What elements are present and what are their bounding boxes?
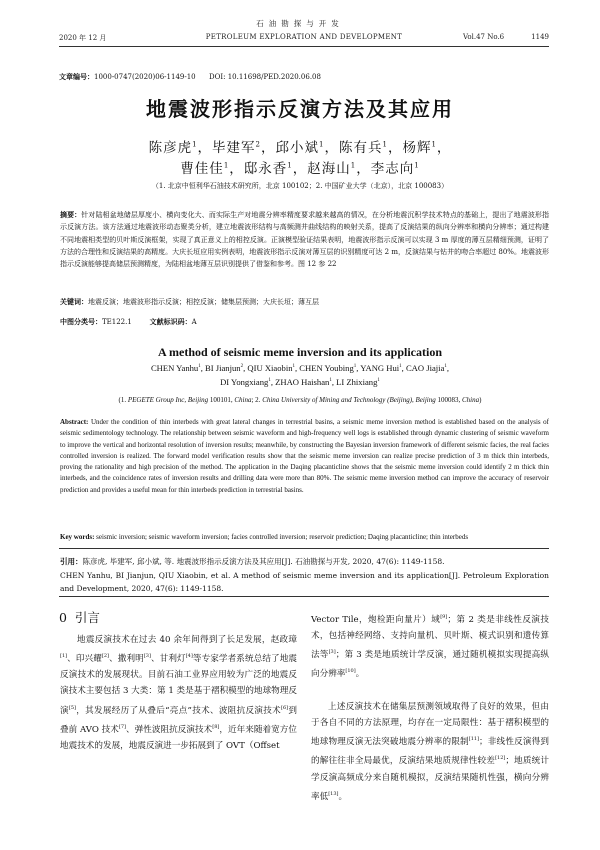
author-cn: 赵海山 <box>307 161 351 177</box>
reference-mark: [1] <box>60 653 68 660</box>
journal-name-cn: 石油勘探与开发 <box>256 19 344 28</box>
article-number: 1000-0747(2020)06-1149-10 <box>94 73 196 81</box>
affiliation-mark: 1 <box>350 161 357 170</box>
doc-code-label: 文献标识码： <box>149 317 192 326</box>
keywords-en-label: Key words: <box>60 533 95 541</box>
reference-mark: [8] <box>212 723 220 730</box>
body-text: ，其发展经历了从叠后“亮点”技术、波阻抗反演技术 <box>75 705 281 716</box>
author-cn: 曹佳佳 <box>180 161 224 177</box>
author-en: YANG Hui <box>360 363 400 373</box>
body-right-paragraph-1 <box>311 609 549 682</box>
aff-text: 100101, <box>208 396 235 404</box>
body-text: 地震反演技术在过去 40 余年间得到了长足发展，赵政璋 <box>77 635 297 645</box>
author-en: QIU Xiaobin <box>247 363 293 373</box>
reference-mark: [7] <box>118 723 126 730</box>
author-en: BI Jianjun <box>205 363 241 373</box>
citation <box>60 555 549 596</box>
volume-issue: Vol.47 No.6 <box>463 33 505 41</box>
reference-mark: [3] <box>143 653 151 660</box>
affiliation-mark: 1 <box>414 161 420 170</box>
author-en: ZHAO Haishan <box>275 377 330 387</box>
citation-rule-top <box>59 548 549 549</box>
abstract-en <box>60 417 549 496</box>
affiliation-mark: 2 <box>240 364 244 370</box>
body-left-column <box>60 632 297 754</box>
abstract-cn-label: 摘要： <box>60 210 82 219</box>
keywords-en-text: seismic inversion; seismic waveform inversion; facies controlled inversion; reservoir prediction; Daqing placanticline; thin interbeds <box>96 533 469 541</box>
reference-mark: [5] <box>68 704 76 711</box>
aff-org: China University of Mining and Technology (Beijing), Beijing <box>262 396 436 404</box>
reference-mark: [11] <box>468 736 480 743</box>
affiliation-mark: 1 <box>268 378 271 384</box>
author-en: CHEN Yanhu <box>150 363 199 373</box>
author-en: CAO Jiajia <box>405 363 445 373</box>
affiliation-mark: 1 <box>399 364 402 370</box>
keywords-cn-label: 关键词： <box>60 297 88 306</box>
aff-org: PEGETE Group Inc, Beijing <box>127 396 209 404</box>
affiliation-mark: 2 <box>255 140 262 149</box>
reference-mark: [4] <box>185 653 193 660</box>
body-text: ；第 3 类是地质统计学反演，通过随机模拟实现提高纵向分辨率 <box>311 650 549 680</box>
citation-cn: 陈彦虎, 毕建军, 邱小斌, 等. 地震波形指示反演方法及其应用[J]. 石油勘探与开发, 2020, 47(6): 1149-1158. <box>82 557 445 566</box>
aff-text: (1. <box>118 396 128 404</box>
author-en: DI Yongxiang <box>220 377 269 387</box>
affiliation-en <box>0 396 600 404</box>
affiliation-mark: 1 <box>292 364 295 370</box>
clc-label: 中图分类号： <box>60 317 102 326</box>
header-rule <box>59 46 549 47</box>
aff-text: ) <box>479 396 482 404</box>
citation-en: CHEN Yanhu, BI Jianjun, QIU Xiaobin, et al. A method of seismic meme inversion and its application[J]. Petroleum Exploration and Development, 2020, 47(6): 1149-1158. <box>60 570 549 593</box>
body-text: 、弹性波阻抗反演技术 <box>126 724 213 735</box>
citation-label: 引用： <box>60 557 83 566</box>
journal-name-en: PETROLEUM EXPLORATION AND DEVELOPMENT <box>205 33 403 41</box>
abstract-cn <box>60 209 549 270</box>
affiliation-mark: 1 <box>287 161 293 170</box>
body-text: 到叠前 AVO 技术 <box>60 705 297 735</box>
issue-date: 2020 年 12 月 <box>59 34 107 42</box>
doi: DOI: 10.11698/PED.2020.06.08 <box>209 73 321 81</box>
reference-mark: [13] <box>328 790 339 797</box>
section-number: 0 <box>59 610 67 625</box>
authors-cn-line2: 曹佳佳$^1$，邸永香$^1$，赵海山$^1$，李志向$^1$ <box>180 161 420 177</box>
body-text: ，近年来随着宽方位地震技术的发展，地震反演进一步拓展到了 OVT（Offset <box>60 724 297 751</box>
section-heading <box>59 608 100 626</box>
author-cn: 杨辉 <box>402 140 432 156</box>
affiliation-mark: 1 <box>353 364 357 370</box>
classification-cn <box>60 316 549 328</box>
authors-en-line2: DI Yongxiang$^1$, ZHAO Haishan$^1$, LI Zhixiang$^1$ <box>220 377 380 387</box>
author-en: CHEN Youbing <box>299 363 354 373</box>
aff-country: China <box>234 396 252 404</box>
article-number-label: 文章编号： <box>59 72 94 81</box>
body-text: 等专家学者系统总结了地震反演技术的发展现状。目前石油工业界应用较为广泛的地震反演技术主要包括 3 大类：第 1 类是基于褶积模型的地球物理反演 <box>60 654 297 716</box>
authors-cn-line1: 陈彦虎$^1$，毕建军$^2$，邱小斌$^1$，陈有兵$^1$，杨辉$^1$， <box>148 140 452 156</box>
running-header <box>59 33 549 45</box>
keywords-en <box>60 533 549 541</box>
body-text: 、印兴耀 <box>67 654 102 665</box>
body-right-paragraph-2 <box>311 699 549 805</box>
author-cn: 邱小斌 <box>275 140 320 156</box>
affiliation-mark: 1 <box>223 161 230 170</box>
section-title: 引言 <box>74 610 100 625</box>
author-cn: 李志向 <box>370 161 415 177</box>
author-en: LI Zhixiang <box>336 377 378 387</box>
aff-text: ; 2. <box>251 396 263 404</box>
body-text: Vector Tile，炮检距向量片）域 <box>311 614 441 625</box>
authors-en-line1: CHEN Yanhu$^1$, BI Jianjun$^2$, QIU Xiaobin$^1$, CHEN Youbing$^1$, YANG Hui$^1$, CAO Jiajia$^1$, <box>150 363 450 373</box>
affiliation-mark: 1 <box>377 378 380 384</box>
doc-code-value: A <box>191 318 197 326</box>
author-cn: 陈有兵 <box>338 140 383 156</box>
title-cn: 地震波形指示反演方法及其应用 <box>146 97 454 121</box>
aff-text: 100083, <box>435 396 462 404</box>
page-number: 1149 <box>531 33 549 41</box>
affiliation-mark: 1 <box>192 140 198 149</box>
affiliation-mark: 1 <box>329 378 332 384</box>
reference-mark: [10] <box>345 668 356 675</box>
reference-mark: [12] <box>495 755 506 762</box>
reference-mark: [2] <box>101 653 109 660</box>
author-cn: 邸永香 <box>243 161 288 177</box>
body-text: 、撒利明 <box>109 654 144 665</box>
affiliation-mark: 1 <box>444 364 447 370</box>
clc-value: TE122.1 <box>102 318 132 326</box>
affiliation-mark: 1 <box>431 140 437 149</box>
affiliation-mark: 1 <box>382 140 388 149</box>
author-cn: 毕建军 <box>212 140 256 156</box>
body-text: 上述反演技术在储集层预测领域取得了良好的效果，但由于各自不同的方法原理，均存在一定局限性：基于褶积模型的地球物理反演无法突破地震分辨率的限制 <box>311 702 549 748</box>
aff-country: China <box>462 396 480 404</box>
affiliation-mark: 1 <box>319 140 325 149</box>
title-en: A method of seismic meme inversion and its application <box>158 345 442 359</box>
keywords-cn <box>60 296 549 308</box>
abstract-cn-text: 针对陆相盆地储层厚度小、横向变化大、而实际生产对地震分辨率精度要求越来越高的情况，在分析地震沉积学技术特点的基础上，提出了地震波形指示反演方法。该方法通过地震波形动态聚类分析，建立地震波形结构与高频测井曲线结构的映射关系，提高了反演结果的纵向分辨率和横向分辨率；通过构建不同地震相类型的贝叶斯反演框架，实现了真正意义上的相控反演。正演模型验证结果表明，地震波形指示反演可以实现 3 m 厚度的薄互层精细预测，证明了方法的合理性和反演结果的高精度。大庆长垣应用实例表明，地震波形指示反演对薄互层的识别精度可达 2 m，反演结果与钻井的吻合率超过 80%。地震波形指示反演能够提高储层预测精度，为陆相盆地薄互层识别提供了借鉴和参考。图 12 参 22 <box>60 211 549 269</box>
body-text: ；非线性反演得到的解往往非全局最优，反演结果地质规律性较差 <box>311 737 549 767</box>
reference-mark: [3] <box>328 649 336 656</box>
reference-mark: [9] <box>440 614 448 620</box>
article-meta <box>59 72 321 82</box>
keywords-cn-text: 地震反演；地震波形指示反演；相控反演；储集层预测；大庆长垣；薄互层 <box>88 298 319 306</box>
affiliation-mark: 1 <box>198 364 201 370</box>
body-text: 。 <box>338 791 348 802</box>
citation-rule-bottom <box>59 596 549 597</box>
body-text: ；第 2 类是非线性反演技术，包括神经网络、支持向量机、贝叶斯、模式识别和遗传算法等 <box>311 614 549 661</box>
body-text: 、甘利灯 <box>150 654 186 665</box>
abstract-en-text: Under the condition of thin interbeds with great lateral changes in terrestrial basins, a seismic meme inversion method is established based on the analysis of seismic sedimentology technology. The relationship between seismic waveform and high-frequency well logs is established through dynamic clustering of seismic waveform to improve the vertical and horizontal resolution of inversion results; meanwhile, by constructing the Bayesian inversion framework of different seismic facies, the real facies controlled inversion is realized. The forward model verification results show that the seismic meme inversion can realize precise prediction of 3 m thick thin interbeds, proving the rationality and high precision of the method. The application in the Daqing placanticline shows that the seismic meme inversion could identify 2 m thick thin interbeds, and the coincidence rates of inversion results and drilling data were more than 80%. The seismic meme inversion method can improve the accuracy of reservoir prediction and provides a useful mean for thin interbeds prediction in terrestrial basins. <box>60 418 550 494</box>
abstract-en-label: Abstract: <box>60 418 89 426</box>
body-text: 。 <box>355 669 365 680</box>
reference-mark: [6] <box>281 704 289 711</box>
affiliation-cn: （1. 北京中恒利华石油技术研究所，北京 100102；2. 中国矿业大学（北京），北京 100083） <box>151 182 449 190</box>
author-cn: 陈彦虎 <box>148 140 193 156</box>
body-text: ；地质统计学反演高频成分来自随机模拟，反演结果随机性强，横向分辨率低 <box>311 756 549 802</box>
